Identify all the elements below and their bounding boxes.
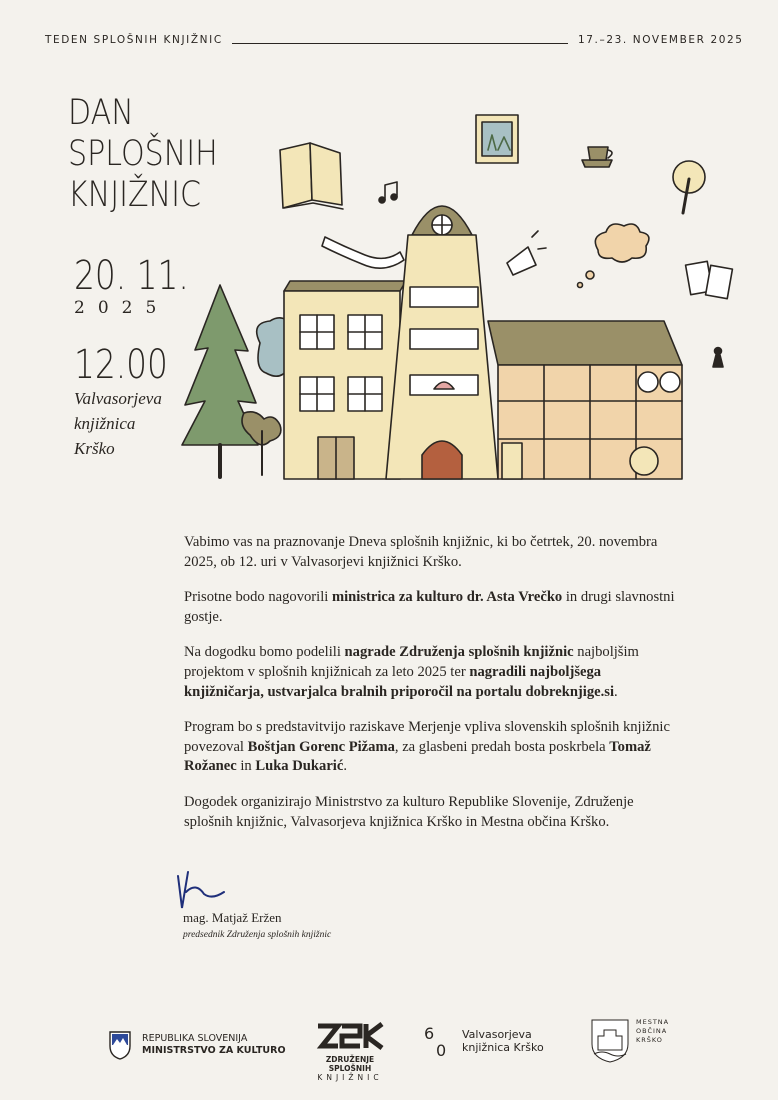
tower-building bbox=[386, 206, 498, 479]
book-icon bbox=[280, 143, 343, 209]
event-venue bbox=[74, 386, 162, 461]
svg-text:6: 6 bbox=[424, 1024, 435, 1043]
signature-name: mag. Matjaž Eržen bbox=[183, 910, 282, 925]
teacup-icon bbox=[582, 147, 612, 167]
playing-cards-icon bbox=[686, 261, 733, 298]
zsk-line-2: KNJIŽNIC bbox=[317, 1073, 383, 1082]
megaphone-icon bbox=[507, 231, 546, 275]
picture-frame-icon bbox=[476, 115, 518, 163]
music-note-icon bbox=[379, 182, 397, 203]
film-strip-icon bbox=[322, 237, 404, 268]
valvasorjeva-60-mark bbox=[424, 1024, 454, 1058]
event-date-day: 20. 11. bbox=[74, 253, 189, 299]
event-venue-line-2: knjižnica bbox=[74, 414, 136, 433]
event-venue-line-1: Valvasorjeva bbox=[74, 389, 162, 408]
logo-valvasorjeva bbox=[424, 1024, 544, 1058]
paragraph-program: Program bo s predstavitvijo raziskave Merjenje vpliva slovenskih splošnih knjižnic povezoval Boštjan Gorenc Pižama, za glasbeni predah bosta poskrbela Tomaž Rožanec in Luka Dukarić. bbox=[184, 719, 670, 775]
lightbulb-icon bbox=[673, 161, 705, 213]
building-right bbox=[488, 321, 682, 479]
zsk-line-1: ZDRUŽENJE SPLOŠNIH bbox=[325, 1055, 375, 1073]
header-series-label: TEDEN SPLOŠNIH KNJIŽNIC bbox=[45, 34, 223, 46]
event-title-line-1: DAN bbox=[68, 93, 134, 133]
paragraph-speakers: Prisotne bodo nagovorili ministrica za kulturo dr. Asta Vrečko in drugi slavnostni gostje. bbox=[184, 589, 675, 625]
ministry-line-1: REPUBLIKA SLOVENIJA bbox=[142, 1033, 248, 1044]
logo-zsk bbox=[314, 1022, 386, 1082]
mok-line-3: KRŠKO bbox=[636, 1036, 663, 1044]
logo-ministry bbox=[108, 1030, 286, 1060]
paragraph-organizers: Dogodek organizirajo Ministrstvo za kulturo Republike Slovenije, Združenje splošnih knjižnic, Valvasorjeva knjižnica Krško in Mestna občina Krško. bbox=[184, 793, 634, 830]
paragraph-awards: Na dogodku bomo podelili nagrade Združenja splošnih knjižnic najboljšim projektom v splošnih knjižnicah za leto 2025 ter nagradili najboljšega knjižničarja, ustvarjalca bralnih priporočil na portalu dobreknjige.si. bbox=[184, 644, 639, 700]
chess-pawn-icon bbox=[713, 348, 723, 368]
logo-mestna-obcina bbox=[590, 1018, 669, 1064]
zsk-logo-mark bbox=[316, 1022, 384, 1050]
signature-role: predsednik Združenja splošnih knjižnic bbox=[183, 930, 332, 940]
event-time: 12.00 bbox=[74, 342, 168, 388]
event-date-year: 2025 bbox=[74, 298, 170, 318]
ministry-line-2: MINISTRSTVO ZA KULTURO bbox=[142, 1045, 286, 1056]
thought-bubble-icon bbox=[578, 224, 649, 288]
mok-line-1: MESTNA bbox=[636, 1018, 670, 1026]
krsko-coat-of-arms-icon bbox=[590, 1018, 630, 1064]
library-buildings-illustration bbox=[180, 105, 740, 485]
event-title-line-3: KNJIŽNIC bbox=[68, 175, 202, 215]
header-date-range: 17.–23. NOVEMBER 2025 bbox=[578, 34, 744, 46]
mok-line-2: OBČINA bbox=[636, 1027, 668, 1035]
handwritten-signature bbox=[170, 868, 230, 912]
paragraph-invitation: Vabimo vas na praznovanje Dneva splošnih knjižnic, ki bo četrtek, 20. novembra 2025, ob 12. uri v Valvasorjevi knjižnici Krško. bbox=[184, 534, 658, 570]
invitation-body bbox=[184, 533, 684, 848]
header-rule bbox=[232, 43, 568, 44]
event-venue-line-3: Krško bbox=[74, 439, 115, 458]
building-left bbox=[284, 281, 406, 479]
svg-text:0: 0 bbox=[436, 1041, 447, 1058]
slovenia-coat-of-arms-icon bbox=[108, 1030, 132, 1060]
valvasorjeva-line-2: knjižnica Krško bbox=[462, 1041, 544, 1054]
event-title-line-2: SPLOŠNIH bbox=[68, 134, 218, 174]
valvasorjeva-line-1: Valvasorjeva bbox=[462, 1028, 532, 1041]
